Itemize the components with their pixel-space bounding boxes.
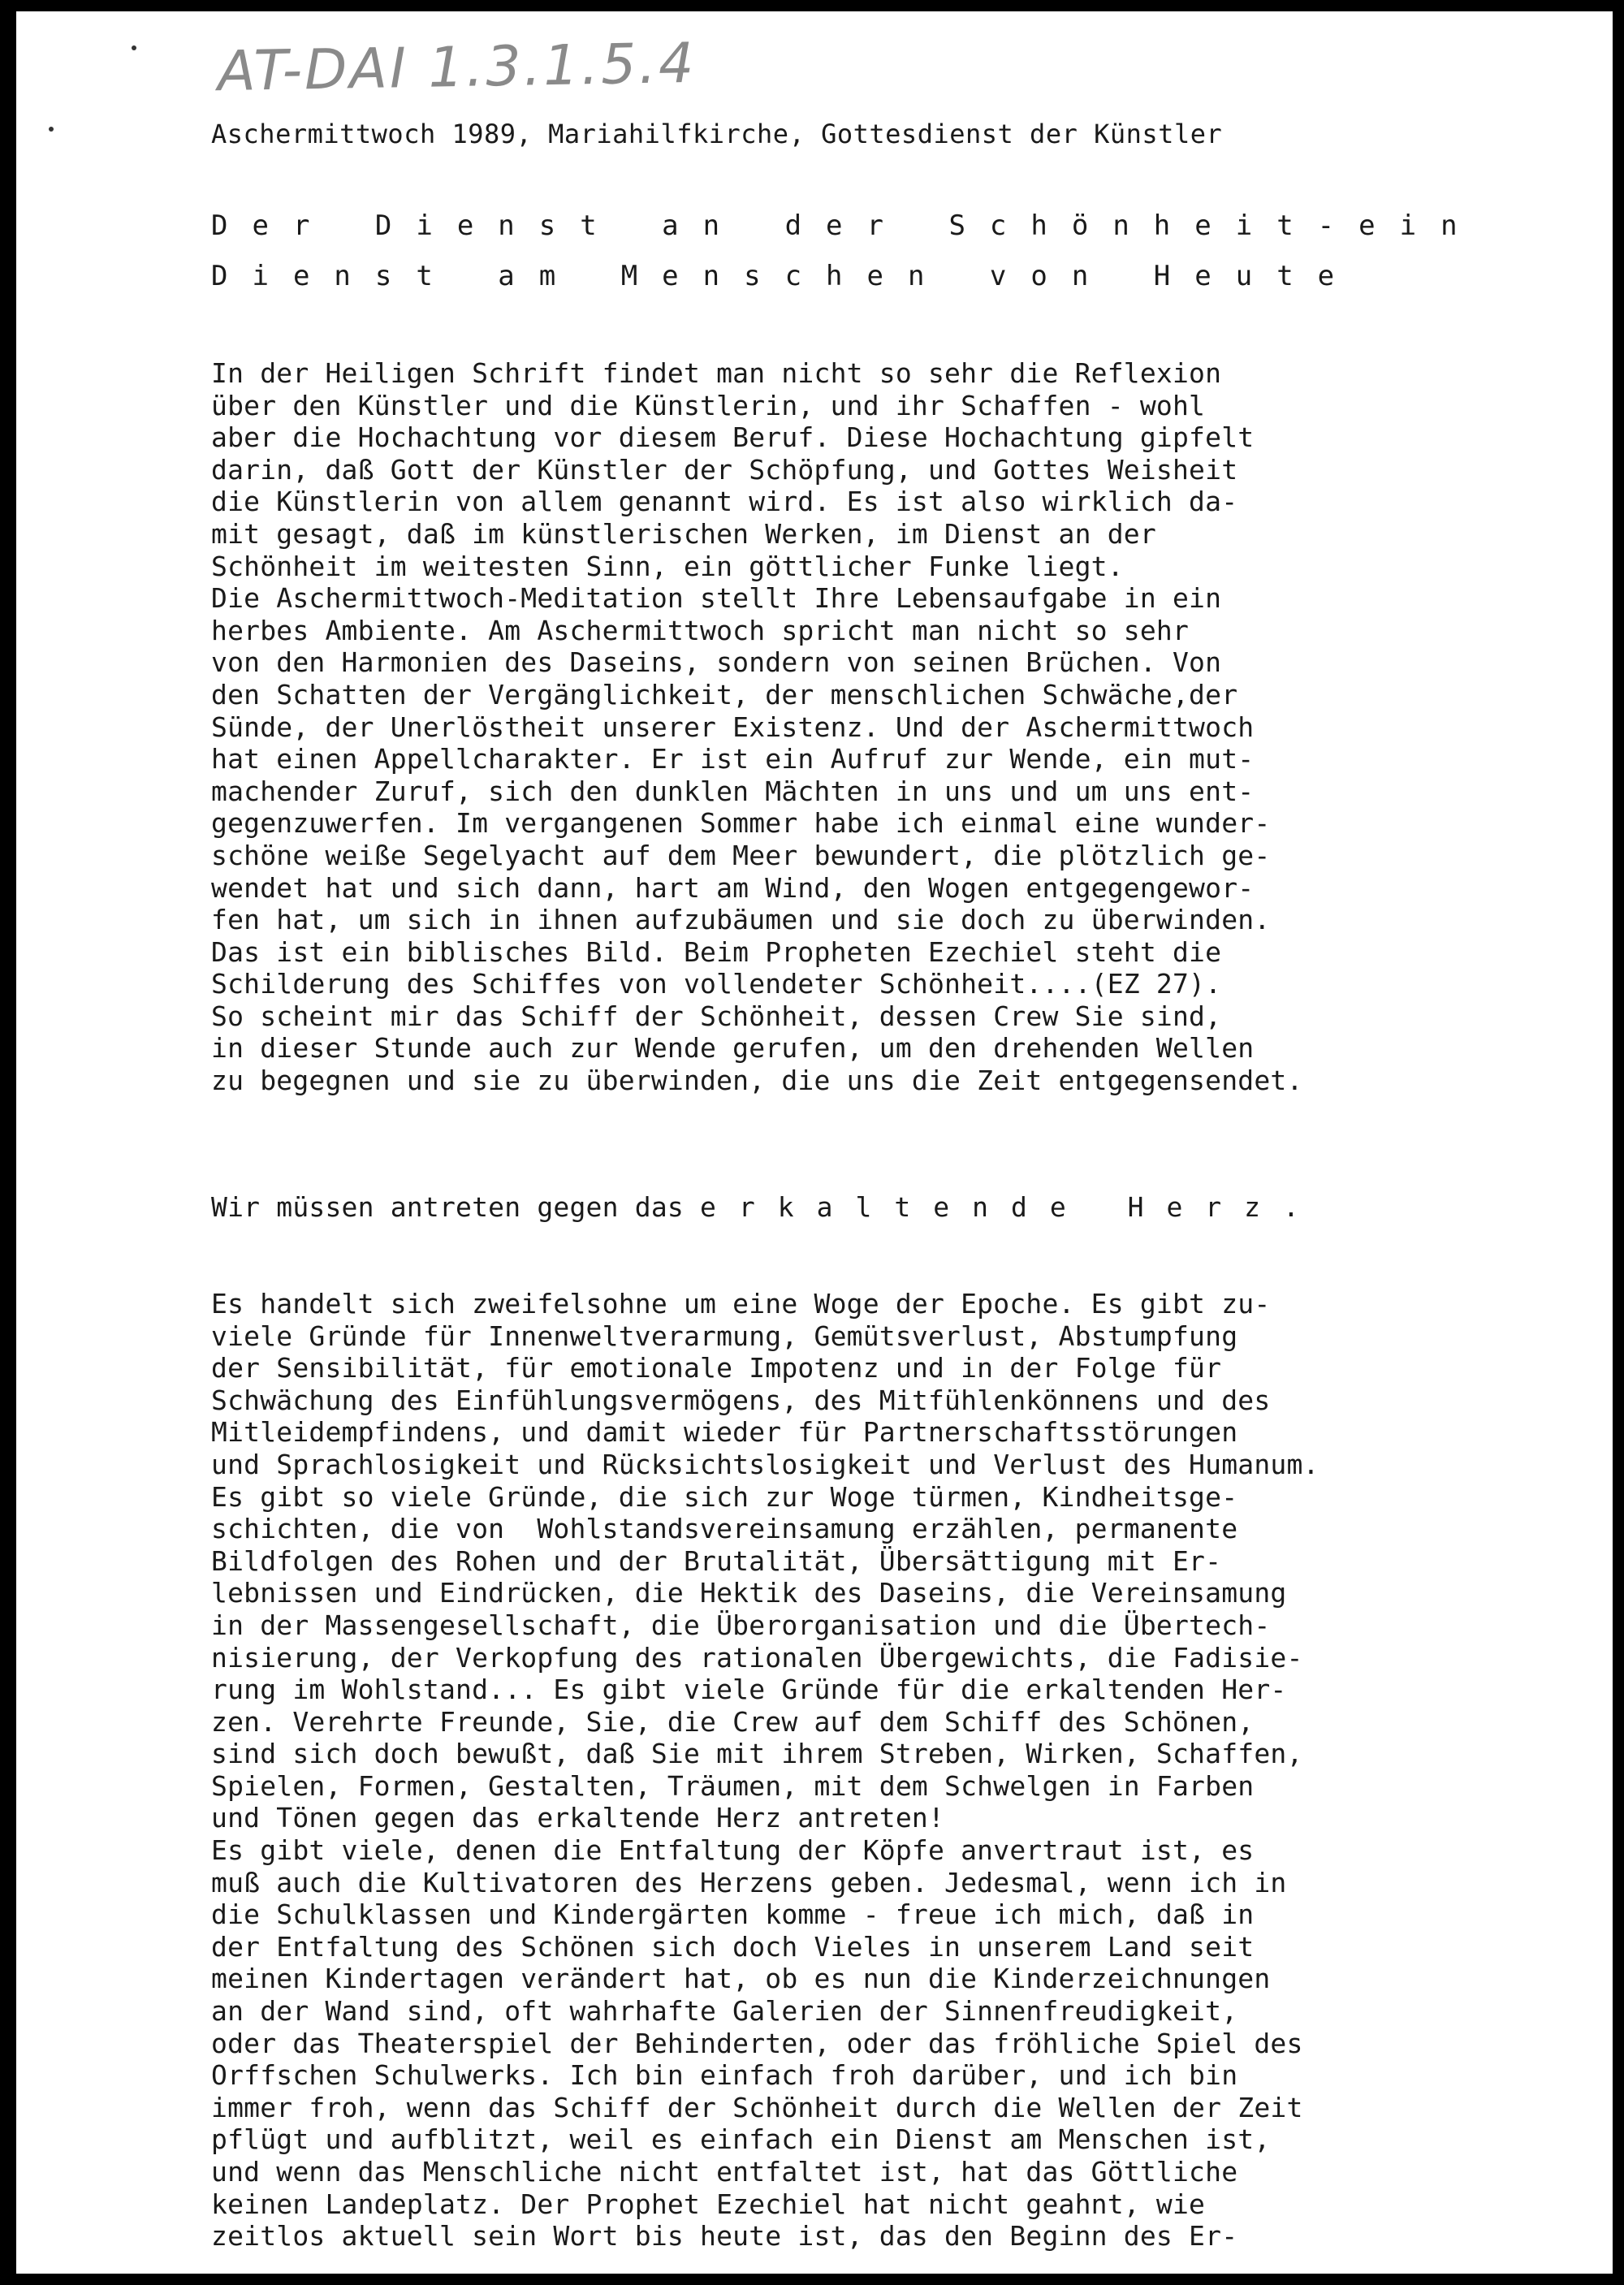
text-line: hat einen Appellcharakter. Er ist ein Aufruf zur Wende, ein mut- xyxy=(211,743,1255,775)
text-line: meinen Kindertagen verändert hat, ob es nun die Kinderzeichnungen xyxy=(211,1963,1271,1995)
text-line: und wenn das Menschliche nicht entfaltet ist, hat das Göttliche xyxy=(211,2156,1238,2188)
text-line: in dieser Stunde auch zur Wende gerufen, um den drehenden Wellen xyxy=(211,1032,1255,1065)
text-line: Es handelt sich zweifelsohne um eine Woge der Epoche. Es gibt zu- xyxy=(211,1287,1271,1320)
text-line: von den Harmonien des Daseins, sondern von seinen Brüchen. Von xyxy=(211,646,1222,679)
text-line: wendet hat und sich dann, hart am Wind, den Wogen entgegengewor- xyxy=(211,871,1255,904)
paragraph-lead-line xyxy=(211,1191,1322,1224)
text-line: In der Heiligen Schrift findet man nicht so sehr die Reflexion xyxy=(211,357,1222,389)
text-line: Schwächung des Einfühlungsvermögens, des Mitfühlenkönnens und des xyxy=(211,1384,1271,1416)
text-line: Sünde, der Unerlöstheit unserer Existenz. Und der Aschermittwoch xyxy=(211,711,1255,743)
text-line: muß auch die Kultivatoren des Herzens geben. Jedesmal, wenn ich in xyxy=(211,1866,1287,1898)
text-line: oder das Theaterspiel der Behinderten, oder das fröhliche Spiel des xyxy=(211,2027,1303,2059)
text-line: Es gibt viele, denen die Entfaltung der Köpfe anvertraut ist, es xyxy=(211,1834,1255,1867)
text-line: Bildfolgen des Rohen und der Brutalität, Übersättigung mit Er- xyxy=(211,1544,1222,1577)
lead-text: Wir müssen antreten gegen das xyxy=(211,1191,701,1224)
text-line: immer froh, wenn das Schiff der Schönheit durch die Wellen der Zeit xyxy=(211,2091,1303,2123)
document-page xyxy=(16,11,1613,2274)
margin-dot xyxy=(132,45,136,50)
text-line: und Tönen gegen das erkaltende Herz antreten! xyxy=(211,1802,945,1834)
text-line: sind sich doch bewußt, daß Sie mit ihrem Streben, Wirken, Schaffen, xyxy=(211,1738,1303,1770)
text-line: mit gesagt, daß im künstlerischen Werken, im Dienst an der xyxy=(211,517,1156,550)
emphasis-text: erkaltende Herz. xyxy=(700,1191,1322,1224)
text-line: viele Gründe für Innenweltverarmung, Gemütsverlust, Abstumpfung xyxy=(211,1320,1238,1352)
text-line: pflügt und aufblitzt, weil es einfach ein Dienst am Menschen ist, xyxy=(211,2123,1271,2156)
text-line: Schilderung des Schiffes von vollendeter Schönheit....(EZ 27). xyxy=(211,968,1222,1000)
occasion-line: Aschermittwoch 1989, Mariahilfkirche, Gottesdienst der Künstler xyxy=(211,119,1223,149)
title-line-1: Der Dienst an der Schönheit-ein xyxy=(211,209,1482,242)
body-paragraph-1 xyxy=(211,357,1303,1097)
text-line: Das ist ein biblisches Bild. Beim Propheten Ezechiel steht die xyxy=(211,935,1222,968)
text-line: zen. Verehrte Freunde, Sie, die Crew auf dem Schiff des Schönen, xyxy=(211,1705,1255,1738)
title-line-2: Dienst am Menschen von Heute xyxy=(211,260,1359,292)
body-paragraph-2 xyxy=(211,1127,1322,2253)
text-line: schichten, die von Wohlstandsvereinsamung erzählen, permanente xyxy=(211,1513,1238,1545)
margin-dot xyxy=(49,127,54,132)
text-line: der Sensibilität, für emotionale Impotenz und in der Folge für xyxy=(211,1352,1222,1384)
text-line: zu begegnen und sie zu überwinden, die uns die Zeit entgegensendet. xyxy=(211,1065,1303,1097)
text-line: Spielen, Formen, Gestalten, Träumen, mit dem Schwelgen in Farben xyxy=(211,1769,1255,1802)
text-line: schöne weiße Segelyacht auf dem Meer bewundert, die plötzlich ge- xyxy=(211,839,1271,871)
text-line: Schönheit im weitesten Sinn, ein göttlicher Funke liegt. xyxy=(211,550,1124,582)
text-line: den Schatten der Vergänglichkeit, der menschlichen Schwäche,der xyxy=(211,678,1238,711)
text-line: Mitleidempfindens, und damit wieder für Partnerschaftsstörungen xyxy=(211,1416,1238,1449)
text-line: So scheint mir das Schiff der Schönheit, dessen Crew Sie sind, xyxy=(211,1000,1222,1032)
text-line: lebnissen und Eindrücken, die Hektik des Daseins, die Vereinsamung xyxy=(211,1577,1287,1609)
text-line: herbes Ambiente. Am Aschermittwoch spricht man nicht so sehr xyxy=(211,614,1190,646)
text-line: darin, daß Gott der Künstler der Schöpfung, und Gottes Weisheit xyxy=(211,453,1238,486)
text-line: Es gibt so viele Gründe, die sich zur Woge türmen, Kindheitsge- xyxy=(211,1480,1238,1513)
text-line: nisierung, der Verkopfung des rationalen Übergewichts, die Fadisie- xyxy=(211,1641,1303,1674)
text-line: in der Massengesellschaft, die Überorganisation und die Übertech- xyxy=(211,1609,1271,1641)
text-line: die Künstlerin von allem genannt wird. Es ist also wirklich da- xyxy=(211,486,1238,518)
text-line: der Entfaltung des Schönen sich doch Vieles in unserem Land seit xyxy=(211,1930,1255,1963)
text-line: Orffschen Schulwerks. Ich bin einfach froh darüber, und ich bin xyxy=(211,2059,1238,2092)
text-line: die Schulklassen und Kindergärten komme - freue ich mich, daß in xyxy=(211,1898,1255,1931)
text-line: machender Zuruf, sich den dunklen Mächten in uns und um uns ent- xyxy=(211,775,1255,807)
text-line: über den Künstler und die Künstlerin, und ihr Schaffen - wohl xyxy=(211,389,1206,421)
text-line: rung im Wohlstand... Es gibt viele Gründe für die erkaltenden Her- xyxy=(211,1674,1287,1706)
text-line: fen hat, um sich in ihnen aufzubäumen und sie doch zu überwinden. xyxy=(211,904,1271,936)
text-line: keinen Landeplatz. Der Prophet Ezechiel hat nicht geahnt, wie xyxy=(211,2188,1206,2220)
archive-reference: AT-DAI 1.3.1.5.4 xyxy=(217,31,697,105)
text-line: zeitlos aktuell sein Wort bis heute ist, das den Beginn des Er- xyxy=(211,2220,1238,2253)
text-line: gegenzuwerfen. Im vergangenen Sommer habe ich einmal eine wunder- xyxy=(211,807,1271,840)
text-line: Die Aschermittwoch-Meditation stellt Ihre Lebensaufgabe in ein xyxy=(211,582,1222,615)
text-line: an der Wand sind, oft wahrhafte Galerien der Sinnenfreudigkeit, xyxy=(211,1995,1238,2028)
text-line: und Sprachlosigkeit und Rücksichtslosigkeit und Verlust des Humanum. xyxy=(211,1448,1320,1480)
text-line: aber die Hochachtung vor diesem Beruf. Diese Hochachtung gipfelt xyxy=(211,421,1255,454)
